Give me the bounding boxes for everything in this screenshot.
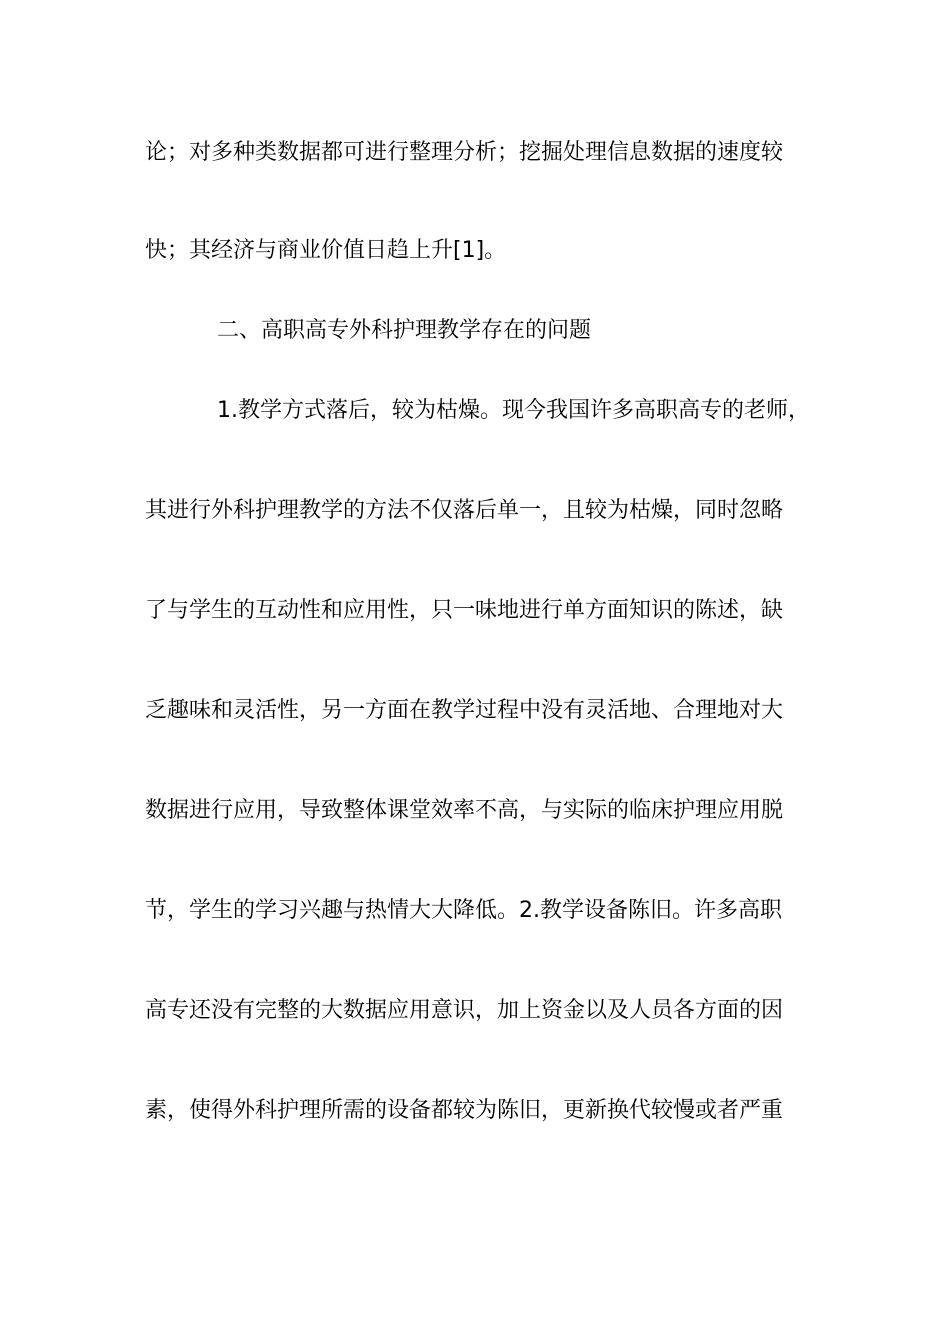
text-line: 论；对多种类数据都可进行整理分析；挖掘处理信息数据的速度较	[145, 140, 784, 165]
text-line: 快；其经济与商业价值日趋上升[1]。	[145, 238, 507, 263]
paragraph-line: 数据进行应用，导致整体课堂效率不高，与实际的临床护理应用脱	[145, 798, 784, 823]
paragraph-line: 了与学生的互动性和应用性，只一味地进行单方面知识的陈述，缺	[145, 598, 784, 623]
paragraph-line: 高专还没有完整的大数据应用意识，加上资金以及人员各方面的因	[145, 998, 784, 1023]
paragraph-line: 其进行外科护理教学的方法不仅落后单一，且较为枯燥，同时忽略	[145, 498, 784, 523]
paragraph-line: 节，学生的学习兴趣与热情大大降低。2.教学设备陈旧。许多高职	[145, 898, 782, 923]
paragraph-line: 1.教学方式落后，较为枯燥。现今我国许多高职高专的老师，	[217, 398, 810, 423]
paragraph-line: 素，使得外科护理所需的设备都较为陈旧，更新换代较慢或者严重	[145, 1098, 784, 1123]
section-heading: 二、高职高专外科护理教学存在的问题	[217, 318, 592, 343]
paragraph-line: 乏趣味和灵活性，另一方面在教学过程中没有灵活地、合理地对大	[145, 698, 784, 723]
